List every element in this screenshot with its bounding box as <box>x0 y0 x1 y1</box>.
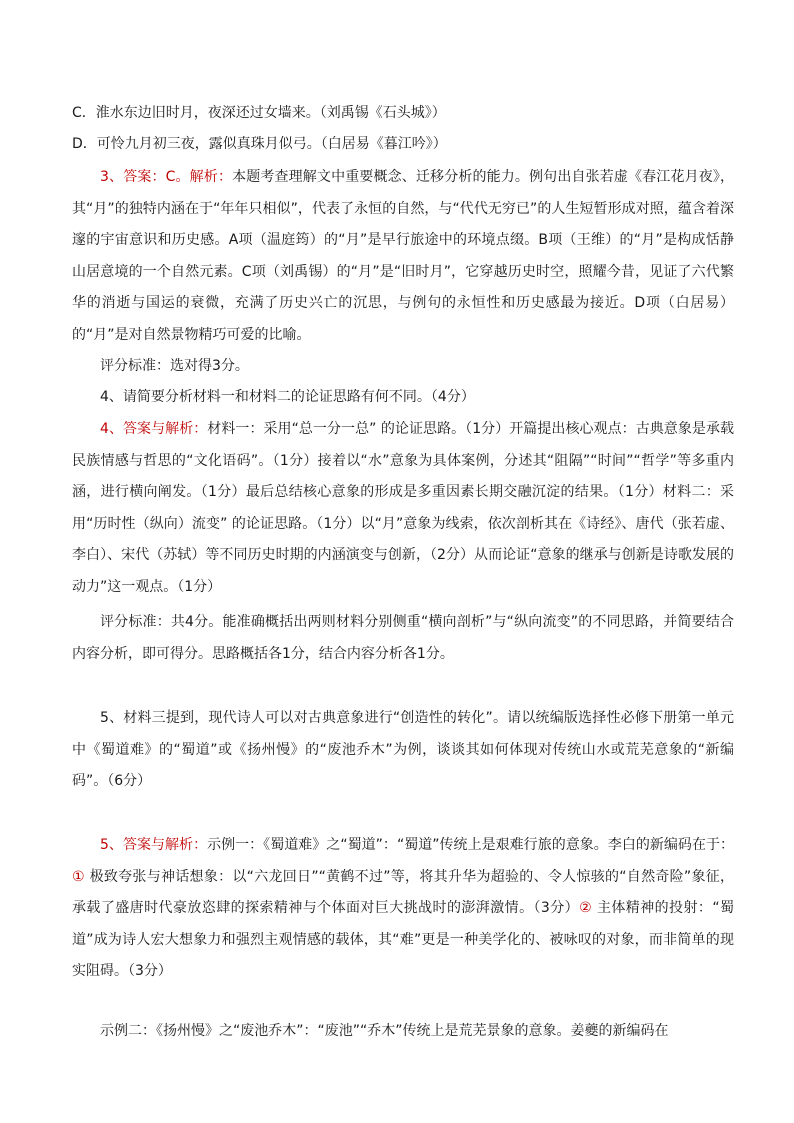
q3-answer-body: 本题考查理解文中重要概念、迁移分析的能力。例句出自张若虚《春江花月夜》，其“月”的独特内涵在于“年年只相似”，代表了永恒的自然，与“代代无穷已”的人生短暂形成对照，蕴含着深邃的宇宙意识和历史感。A项（温庭筠）的“月”是早行旅途中的环境点缀。B项（王维）的“月”是构成恬静山居意境的一个自然元素。C项（刘禹锡）的“月”是“旧时月”，它穿越历史时空，照耀今昔，见证了六代繁华的消逝与国运的衰微，充满了历史兴亡的沉思，与例句的永恒性和历史感最为接近。D项（白居易）的“月”是对自然景物精巧可爱的比喻。 <box>72 169 735 343</box>
q4-answer-body: 材料一：采用“总一分一总” 的论证思路。（1分）开篇提出核心观点：古典意象是承载民族情感与哲思的“文化语码”。（1分）接着以“水”意象为具体案例，分述其“阻隔”“时间”“哲学”等多重内涵，进行横向阐发。（1分）最后总结核心意象的形成是多重因素长期交融沉淀的结果。（1分）材料二：采用“历时性（纵向）流变” 的论证思路。（1分）以“月”意象为线索，依次剖析其在《诗经》、唐代（张若虚、李白）、宋代（苏轼）等不同历史时期的内涵演变与创新，（2分）从而论证“意象的继承与创新是诗歌发展的动力”这一观点。（1分） <box>72 421 734 595</box>
q3-scoring: 评分标准：选对得3分。 <box>100 358 249 374</box>
q5-example1-intro: 示例一：《蜀道难》之“蜀道”：“蜀道”传统上是艰难行旅的意象。李白的新编码在于： <box>207 837 734 853</box>
q5-question: 5、材料三提到，现代诗人可以对古典意象进行“创造性的转化”。请以统编版选择性必修下册第一单元中《蜀道难》的“蜀道”或《扬州慢》的“废池乔木”为例，谈谈其如何体现对传统山水或荒芜意象的“新编码”。（6分） <box>72 710 734 789</box>
q5-example2: 示例二：《扬州慢》之“废池乔木”：“废池”“乔木”传统上是荒芜景象的意象。姜夔的新编码在 <box>100 1023 669 1039</box>
q4-scoring: 评分标准：共4分。能准确概括出两则材料分别侧重“横向剖析”与“纵向流变”的不同思路，并简要结合内容分析，即可得分。思路概括各1分，结合内容分析各1分。 <box>72 614 734 662</box>
q5-marker-2: ② <box>579 900 593 916</box>
q5-example1-point2: 主体精神的投射：“蜀道”成为诗人宏大想象力和强烈主观情感的载体，其“难”更是一种美学化的、被咏叹的对象，而非简单的现实阻碍。（3分） <box>72 900 734 979</box>
q4-question: 4、请简要分析材料一和材料二的论证思路有何不同。（4分） <box>100 389 475 405</box>
q5-example1-point1: 极致夸张与神话想象：以“六龙回日”“黄鹤不过”等，将其升华为超验的、令人惊骇的“自然奇险”象征，承载了盛唐时代豪放恣肆的探索精神与个体面对巨大挑战时的澎湃激情。（3分） <box>72 868 735 916</box>
q3-answer-head: 3、答案：C。解析： <box>100 169 233 185</box>
q5-answer <box>72 830 734 988</box>
option-d: D．可怜九月初三夜，露似真珠月似弓。（白居易《暮江吟》） <box>72 136 447 152</box>
q3-answer <box>72 162 734 351</box>
option-c: C．淮水东边旧时月，夜深还过女墙来。（刘禹锡《石头城》） <box>72 105 446 121</box>
q5-answer-head: 5、答案与解析： <box>100 837 208 853</box>
q4-answer <box>72 414 734 603</box>
q5-marker-1: ① <box>72 868 85 885</box>
q4-answer-head: 4、答案与解析： <box>100 421 208 437</box>
